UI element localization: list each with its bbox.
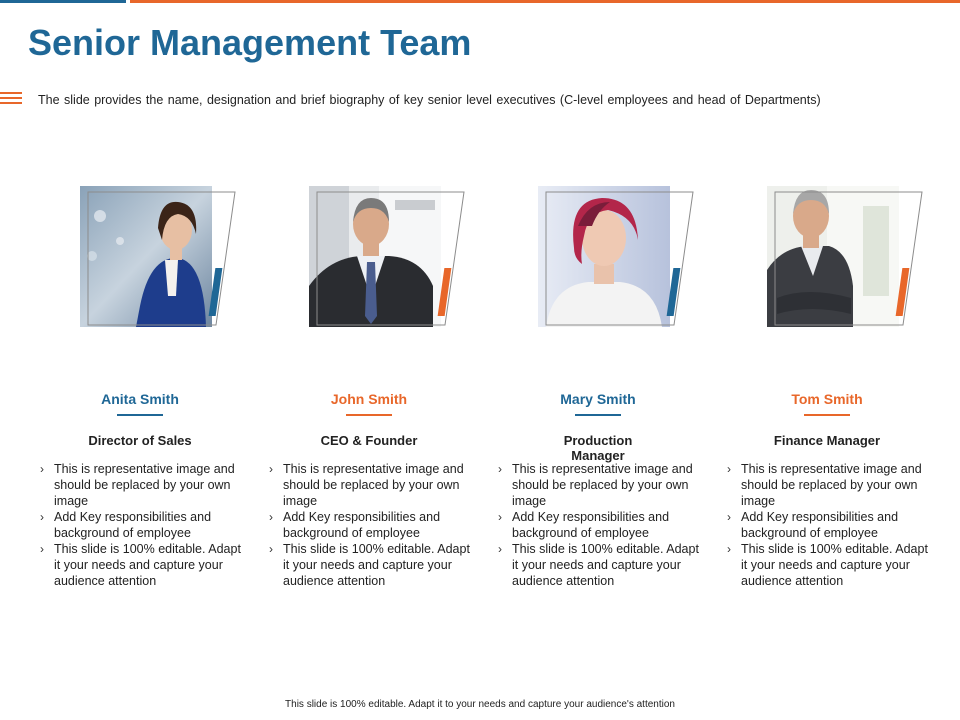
name-underline: [117, 414, 163, 416]
member-name: Anita Smith: [101, 391, 179, 407]
chevron-right-icon: ›: [498, 510, 502, 524]
member-designation: Finance Manager: [773, 433, 881, 448]
slide-description: The slide provides the name, designation and brief biography of key senior level executives (C-level employees and head of Departments): [38, 93, 821, 107]
chevron-right-icon: ›: [727, 462, 731, 476]
chevron-right-icon: ›: [40, 542, 44, 556]
top-accent-bar-orange: [130, 0, 960, 3]
member-name: John Smith: [330, 391, 408, 407]
chevron-right-icon: ›: [727, 542, 731, 556]
top-accent-bar-blue: [0, 0, 126, 3]
list-item: › Add Key responsibilities and background of employee: [498, 510, 670, 540]
member-bio-list: [269, 461, 479, 589]
member-bio-list: [40, 461, 250, 589]
chevron-right-icon: ›: [269, 542, 273, 556]
list-item: › This is representative image and should be replaced by your own image: [498, 462, 693, 508]
list-item: › Add Key responsibilities and background of employee: [727, 510, 899, 540]
member-designation: CEO & Founder: [320, 433, 418, 448]
name-underline: [346, 414, 392, 416]
list-item: › This slide is 100% editable. Adapt it your needs and capture your audience attention: [40, 542, 241, 588]
chevron-right-icon: ›: [40, 462, 44, 476]
menu-lines-icon: [0, 92, 22, 106]
name-underline: [575, 414, 621, 416]
list-item: › Add Key responsibilities and background of employee: [269, 510, 441, 540]
list-item: › This is representative image and should be replaced by your own image: [727, 462, 922, 508]
member-name: Tom Smith: [791, 391, 863, 407]
member-photo-frame: [80, 186, 240, 331]
list-item: › This slide is 100% editable. Adapt it your needs and capture your audience attention: [269, 542, 470, 588]
chevron-right-icon: ›: [498, 542, 502, 556]
list-item: › This slide is 100% editable. Adapt it your needs and capture your audience attention: [727, 542, 928, 588]
chevron-right-icon: ›: [40, 510, 44, 524]
member-bio-list: [498, 461, 708, 589]
member-photo-frame: [309, 186, 469, 331]
list-item: › This slide is 100% editable. Adapt it your needs and capture your audience attention: [498, 542, 699, 588]
chevron-right-icon: ›: [269, 510, 273, 524]
member-name: Mary Smith: [560, 391, 636, 407]
list-item: › This is representative image and should be replaced by your own image: [40, 462, 235, 508]
member-photo-frame: [538, 186, 698, 331]
chevron-right-icon: ›: [498, 462, 502, 476]
name-underline: [804, 414, 850, 416]
member-designation: Production Manager: [563, 433, 633, 463]
page-title: Senior Management Team: [28, 22, 472, 63]
member-photo-frame: [767, 186, 927, 331]
list-item: › This is representative image and should be replaced by your own image: [269, 462, 464, 508]
footer-note: This slide is 100% editable. Adapt it to your needs and capture your audience's attention: [285, 699, 675, 710]
member-bio-list: [727, 461, 937, 589]
chevron-right-icon: ›: [727, 510, 731, 524]
chevron-right-icon: ›: [269, 462, 273, 476]
member-designation: Director of Sales: [88, 433, 192, 448]
list-item: › Add Key responsibilities and background of employee: [40, 510, 212, 540]
